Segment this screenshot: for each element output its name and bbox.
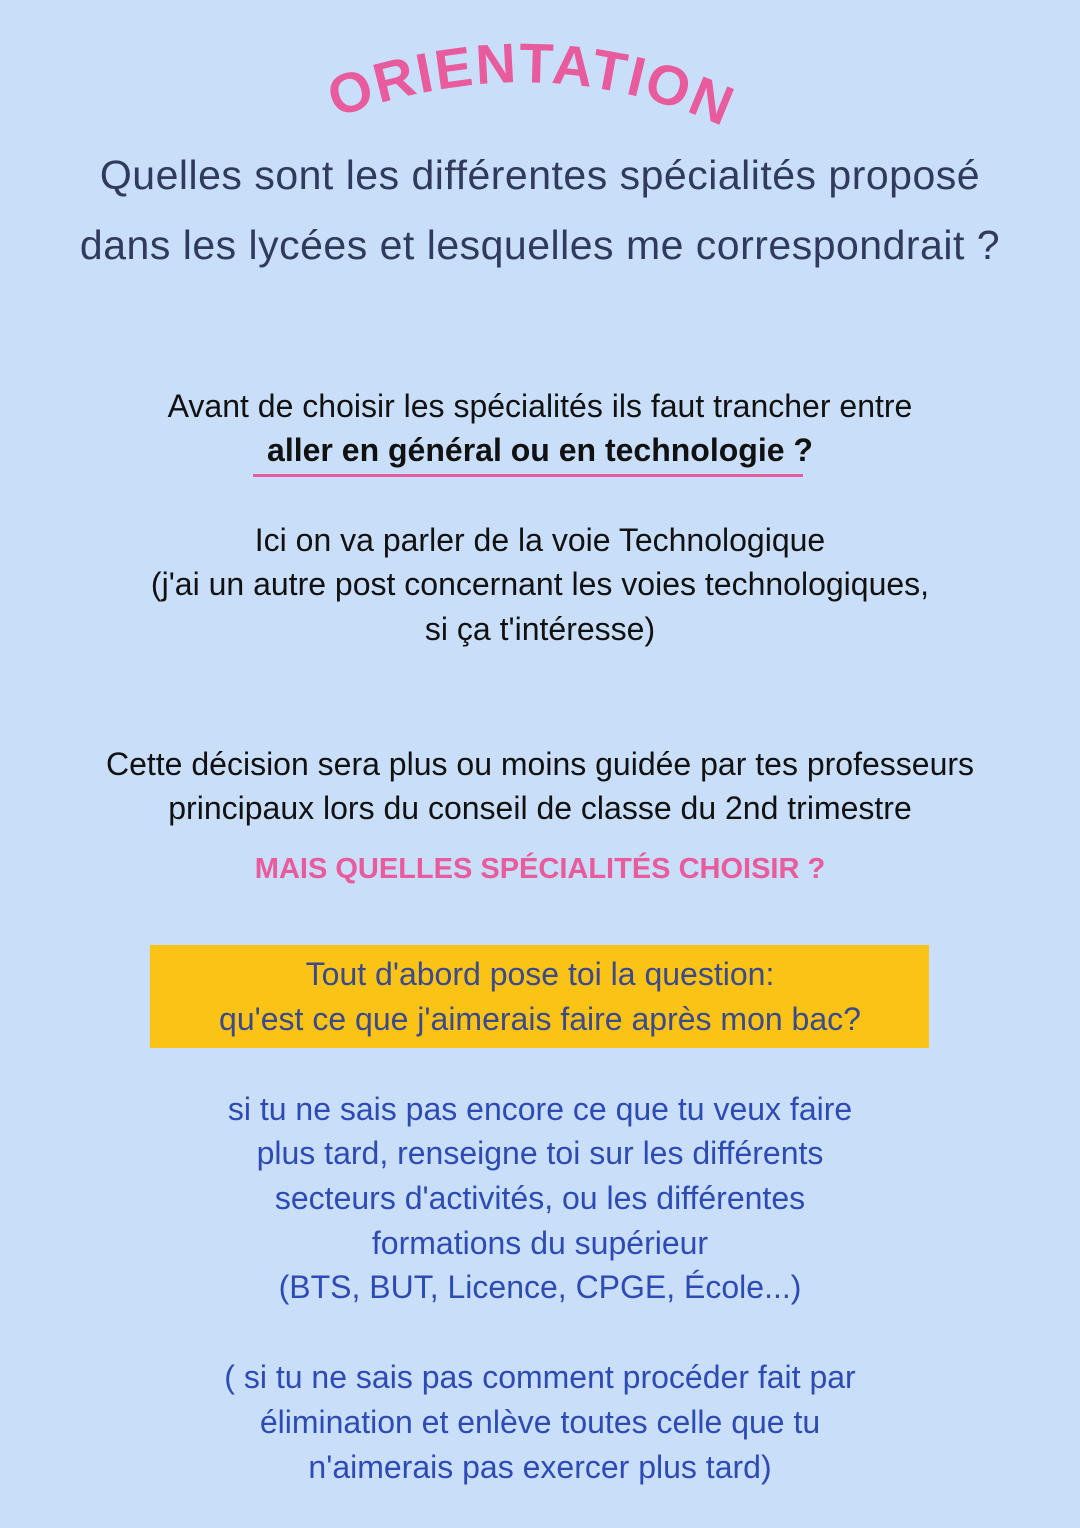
- intro-bold-text: aller en général ou en technologie: [267, 432, 785, 468]
- voie-line-2: (j'ai un autre post concernant les voies technologiques,: [150, 566, 930, 602]
- intro-line-2: [0, 432, 1080, 469]
- advice-line-1: si tu ne sais pas encore ce que tu veux faire: [227, 1091, 853, 1127]
- question-line-2: dans les lycées et lesquelles me correspondrait ?: [79, 222, 1001, 268]
- pink-underline: [253, 474, 803, 477]
- page-title: [0, 20, 1080, 140]
- advice-line-5: (BTS, BUT, Licence, CPGE, École...): [278, 1269, 802, 1305]
- tip-line-2: élimination et enlève toutes celle que tu: [259, 1404, 821, 1440]
- decision-line-2: principaux lors du conseil de classe du 2nd trimestre: [168, 790, 912, 826]
- highlight-line-1: Tout d'abord pose toi la question:: [305, 956, 775, 992]
- tip-line-1: ( si tu ne sais pas comment procéder fait par: [224, 1359, 856, 1395]
- decision-line-1: Cette décision sera plus ou moins guidée par tes professeurs: [105, 746, 975, 782]
- advice-line-4: formations du supérieur: [371, 1225, 709, 1261]
- section-heading: MAIS QUELLES SPÉCIALITÉS CHOISIR ?: [254, 853, 826, 885]
- voie-line-1: Ici on va parler de la voie Technologique: [254, 522, 826, 558]
- advice-line-2: plus tard, renseigne toi sur les différents: [256, 1135, 824, 1171]
- highlight-line-2: qu'est ce que j'aimerais faire après mon bac?: [219, 1001, 861, 1037]
- advice-line-3: secteurs d'activités, ou les différentes: [274, 1180, 806, 1216]
- tip-line-3: n'aimerais pas exercer plus tard): [308, 1449, 772, 1485]
- intro-line-1: Avant de choisir les spécialités ils faut trancher entre: [167, 388, 913, 424]
- svg-text:ORIENTATION: ORIENTATION: [319, 30, 744, 139]
- voie-line-3: si ça t'intéresse): [424, 611, 656, 647]
- question-line-1: Quelles sont les différentes spécialités proposé: [99, 152, 981, 198]
- intro-question-mark: ?: [784, 432, 813, 468]
